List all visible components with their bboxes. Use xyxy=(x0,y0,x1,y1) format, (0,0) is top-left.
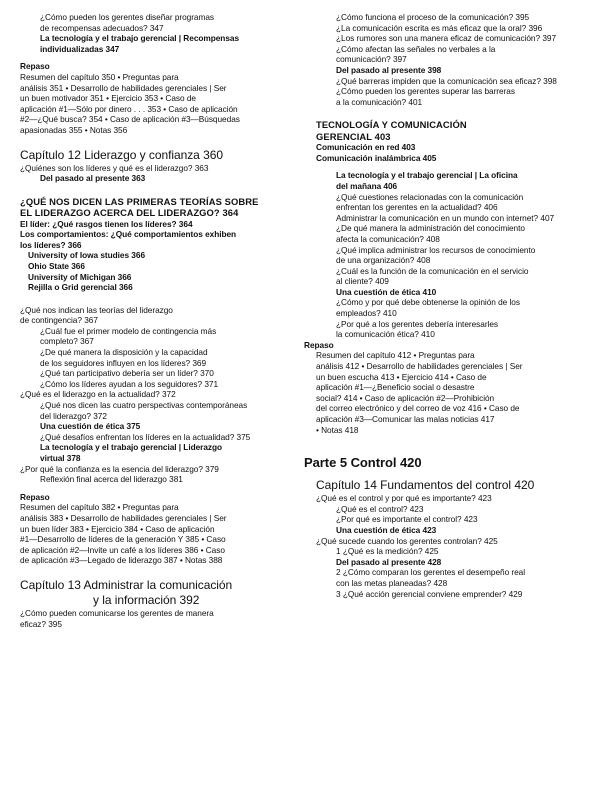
toc-entry: Una cuestión de ética 375 xyxy=(40,421,141,432)
toc-entry: al cliente? 409 xyxy=(336,276,389,287)
toc-entry: ¿Por qué a los gerentes debería interesarles xyxy=(336,318,498,329)
toc-entry: ¿Cuál fue el primer modelo de contingencia más xyxy=(40,325,217,336)
toc-entry: 1 ¿Qué es la medición? 425 xyxy=(336,546,439,557)
toc-entry: Administrar la comunicación en un mundo con internet? 407 xyxy=(336,212,555,223)
toc-entry: individualizadas 347 xyxy=(40,43,120,54)
toc-entry: ¿Por qué la confianza es la esencia del liderazgo? 379 xyxy=(20,463,219,474)
spacer xyxy=(304,163,590,170)
toc-entry: del liderazgo? 372 xyxy=(40,410,107,421)
toc-entry: Comunicación en red 403 xyxy=(316,142,416,153)
toc-entry: un buen motivador 351 • Ejercicio 353 • Caso de xyxy=(20,93,196,104)
toc-entry: de recompensas adecuados? 347 xyxy=(40,22,164,33)
spacer xyxy=(20,54,290,61)
toc-entry: Capítulo 12 Liderazgo y confianza 360 xyxy=(20,147,223,162)
toc-entry: Resumen del capítulo 350 • Preguntas para xyxy=(20,71,179,82)
toc-entry: La tecnología y el trabajo gerencial | La oficina xyxy=(336,170,518,181)
toc-entry: ¿De qué manera la disposición y la capacidad xyxy=(40,347,208,358)
toc-entry: ¿Cómo pueden los gerentes diseñar programas xyxy=(40,12,215,22)
spacer xyxy=(304,107,590,119)
toc-entry: Repaso xyxy=(304,339,334,350)
toc-entry: 3 ¿Qué acción gerencial conviene emprender? 429 xyxy=(336,588,523,599)
toc-entry: ¿Por qué es importante el control? 423 xyxy=(336,514,478,525)
toc-entry: Capítulo 14 Fundamentos del control 420 xyxy=(316,478,535,493)
toc-entry: análisis 383 • Desarrollo de habilidades gerenciales | Ser xyxy=(20,512,227,523)
spacer xyxy=(20,136,290,148)
toc-entry: la comunicación ética? 410 xyxy=(336,329,435,340)
toc-entry: aplicación #3—Comunicar las malas noticias 417 xyxy=(316,414,495,424)
toc-entry: Reflexión final acerca del liderazgo 381 xyxy=(40,474,183,485)
toc-entry: Repaso xyxy=(20,61,50,72)
toc-entry: ¿Cómo los líderes ayudan a los seguidores? 371 xyxy=(40,378,219,389)
toc-entry: de aplicación #2—Invite un café a los líderes 386 • Caso xyxy=(20,544,225,555)
toc-entry: y la información 392 xyxy=(93,592,200,607)
toc-entry: afecta la comunicación? 408 xyxy=(336,233,440,244)
toc-entry: ¿Qué es el control? 423 xyxy=(336,503,424,514)
toc-entry: Repaso xyxy=(20,491,50,502)
toc-entry: La tecnología y el trabajo gerencial | Liderazgo xyxy=(40,442,223,453)
toc-entry: aplicación #1—Sólo por dinero . . . 353 • Caso de aplicación xyxy=(20,103,238,114)
toc-entry: Ohio State 366 xyxy=(28,260,85,271)
toc-entry: 2 ¿Cómo comparan los gerentes el desempeño real xyxy=(336,567,526,578)
toc-entry: análisis 412 • Desarrollo de habilidades gerenciales | Ser xyxy=(316,361,523,372)
toc-entry: University of Iowa studies 366 xyxy=(28,250,146,261)
spacer xyxy=(304,471,590,478)
toc-entry: ¿Cómo pueden los gerentes superar las barreras xyxy=(336,86,515,97)
toc-entry: ¿Qué barreras impiden que la comunicación sea eficaz? 398 xyxy=(336,75,557,86)
toc-entry: los líderes? 366 xyxy=(20,239,82,250)
toc-entry: ¿Qué es el control y por qué es importante? 423 xyxy=(316,493,492,504)
toc-entry: #2—¿Qué busca? 354 • Caso de aplicación #3—Búsquedas xyxy=(20,114,240,125)
toc-entry: El líder: ¿Qué rasgos tienen los líderes? 364 xyxy=(20,218,193,229)
toc-entry: un buen líder 383 • Ejercicio 384 • Caso de aplicación xyxy=(20,523,215,534)
toc-entry: ¿Cómo funciona el proceso de la comunicación? 395 xyxy=(336,12,530,22)
toc-entry: apasionadas 355 • Notas 356 xyxy=(20,124,128,135)
toc-entry: Comunicación inalámbrica 405 xyxy=(316,152,437,163)
toc-entry: ¿De qué manera la administración del conocimiento xyxy=(336,223,525,234)
toc-entry: ¿La comunicación escrita es más eficaz que la oral? 396 xyxy=(336,22,543,33)
toc-entry: TECNOLOGÍA Y COMUNICACIÓN xyxy=(316,119,467,131)
toc-entry: ¿Cómo afectan las señales no verbales a la xyxy=(336,43,496,54)
toc-entry: ¿Quiénes son los líderes y qué es el liderazgo? 363 xyxy=(20,162,209,173)
toc-entry: Una cuestión de ética 410 xyxy=(336,286,437,297)
toc-entry: un buen escucha 413 • Ejercicio 414 • Caso de xyxy=(316,371,487,382)
toc-entry: Una cuestión de ética 423 xyxy=(336,524,437,535)
toc-entry: aplicación #1—¿Beneficio social o desastre xyxy=(316,382,475,393)
toc-entry: ¿Cuál es la función de la comunicación en el servicio xyxy=(336,265,529,276)
toc-entry: #1—Desarrollo de líderes de la generación Y 385 • Caso xyxy=(20,534,226,545)
toc-entry: comunicación? 397 xyxy=(336,54,407,65)
toc-entry: ¿Qué cuestiones relacionadas con la comunicación xyxy=(336,191,524,202)
spacer xyxy=(20,293,290,305)
toc-entry: Del pasado al presente 398 xyxy=(336,64,442,75)
spacer xyxy=(20,485,290,492)
toc-entry: completo? 367 xyxy=(40,336,94,347)
spacer xyxy=(20,184,290,196)
toc-entry: GERENCIAL 403 xyxy=(316,130,391,142)
toc-entry: ¿Qué sucede cuando los gerentes controlan? 425 xyxy=(316,535,498,546)
toc-entry: ¿Qué tan participativo debería ser un líder? 370 xyxy=(40,368,214,379)
toc-entry: ¿Cómo y por qué debe obtenerse la opinión de los xyxy=(336,297,520,308)
toc-entry: ¿Los rumores son una manera eficaz de comunicación? 397 xyxy=(336,33,557,44)
toc-entry: Capítulo 13 Administrar la comunicación xyxy=(20,577,233,592)
toc-entry: ¿QUÉ NOS DICEN LAS PRIMERAS TEORÍAS SOBRE xyxy=(20,195,259,207)
toc-entry: Parte 5 Control 420 xyxy=(304,455,422,471)
toc-entry: Los comportamientos: ¿Qué comportamientos exhiben xyxy=(20,229,237,240)
toc-entry: de los seguidores influyen en los líderes? 369 xyxy=(40,357,207,368)
toc-right-column xyxy=(304,12,590,599)
toc-entry: La tecnología y el trabajo gerencial | Recompensas xyxy=(40,33,240,44)
spacer xyxy=(304,435,590,447)
spacer xyxy=(20,566,290,578)
toc-entry: con las metas planeadas? 428 xyxy=(336,577,448,588)
toc-entry: social? 414 • Caso de aplicación #2—Prohibición xyxy=(316,392,495,403)
toc-entry: ¿Qué nos dicen las cuatro perspectivas contemporáneas xyxy=(40,400,248,411)
toc-entry: ¿Qué implica administrar los recursos de conocimiento xyxy=(336,244,536,255)
toc-entry: del correo electrónico y del correo de voz 416 • Caso de xyxy=(316,403,520,414)
toc-entry: Del pasado al presente 363 xyxy=(40,173,146,184)
toc-entry: a la comunicación? 401 xyxy=(336,96,423,107)
toc-entry: empleados? 410 xyxy=(336,308,397,319)
toc-entry: ¿Qué es el liderazgo en la actualidad? 372 xyxy=(20,389,176,400)
toc-entry: Resumen del capítulo 412 • Preguntas para xyxy=(316,350,475,361)
toc-entry: eficaz? 395 xyxy=(20,618,62,629)
toc-entry: virtual 378 xyxy=(40,453,81,463)
toc-entry: enfrentan los gerentes en la actualidad? 406 xyxy=(336,202,498,213)
toc-entry: Resumen del capítulo 382 • Preguntas para xyxy=(20,502,179,513)
toc-left-column xyxy=(20,12,290,629)
toc-entry: University of Michigan 366 xyxy=(28,271,132,282)
toc-entry: de contingencia? 367 xyxy=(20,315,98,326)
toc-entry: Del pasado al presente 428 xyxy=(336,556,442,567)
toc-entry: ¿Cómo pueden comunicarse los gerentes de manera xyxy=(20,607,214,618)
spacer xyxy=(304,447,590,454)
toc-entry: ¿Qué desafíos enfrentan los líderes en la actualidad? 375 xyxy=(40,431,251,442)
toc-entry: de aplicación #3—Legado de liderazgo 387 • Notas 388 xyxy=(20,555,223,566)
toc-entry: análisis 351 • Desarrollo de habilidades gerenciales | Ser xyxy=(20,82,227,93)
toc-entry: • Notas 418 xyxy=(316,424,359,435)
toc-entry: Rejilla o Grid gerencial 366 xyxy=(28,282,133,293)
toc-entry: del mañana 406 xyxy=(336,180,398,191)
toc-entry: de una organización? 408 xyxy=(336,255,431,266)
toc-entry: EL LIDERAZGO ACERCA DEL LIDERAZGO? 364 xyxy=(20,207,239,219)
toc-entry: ¿Qué nos indican las teorías del liderazgo xyxy=(20,304,173,315)
